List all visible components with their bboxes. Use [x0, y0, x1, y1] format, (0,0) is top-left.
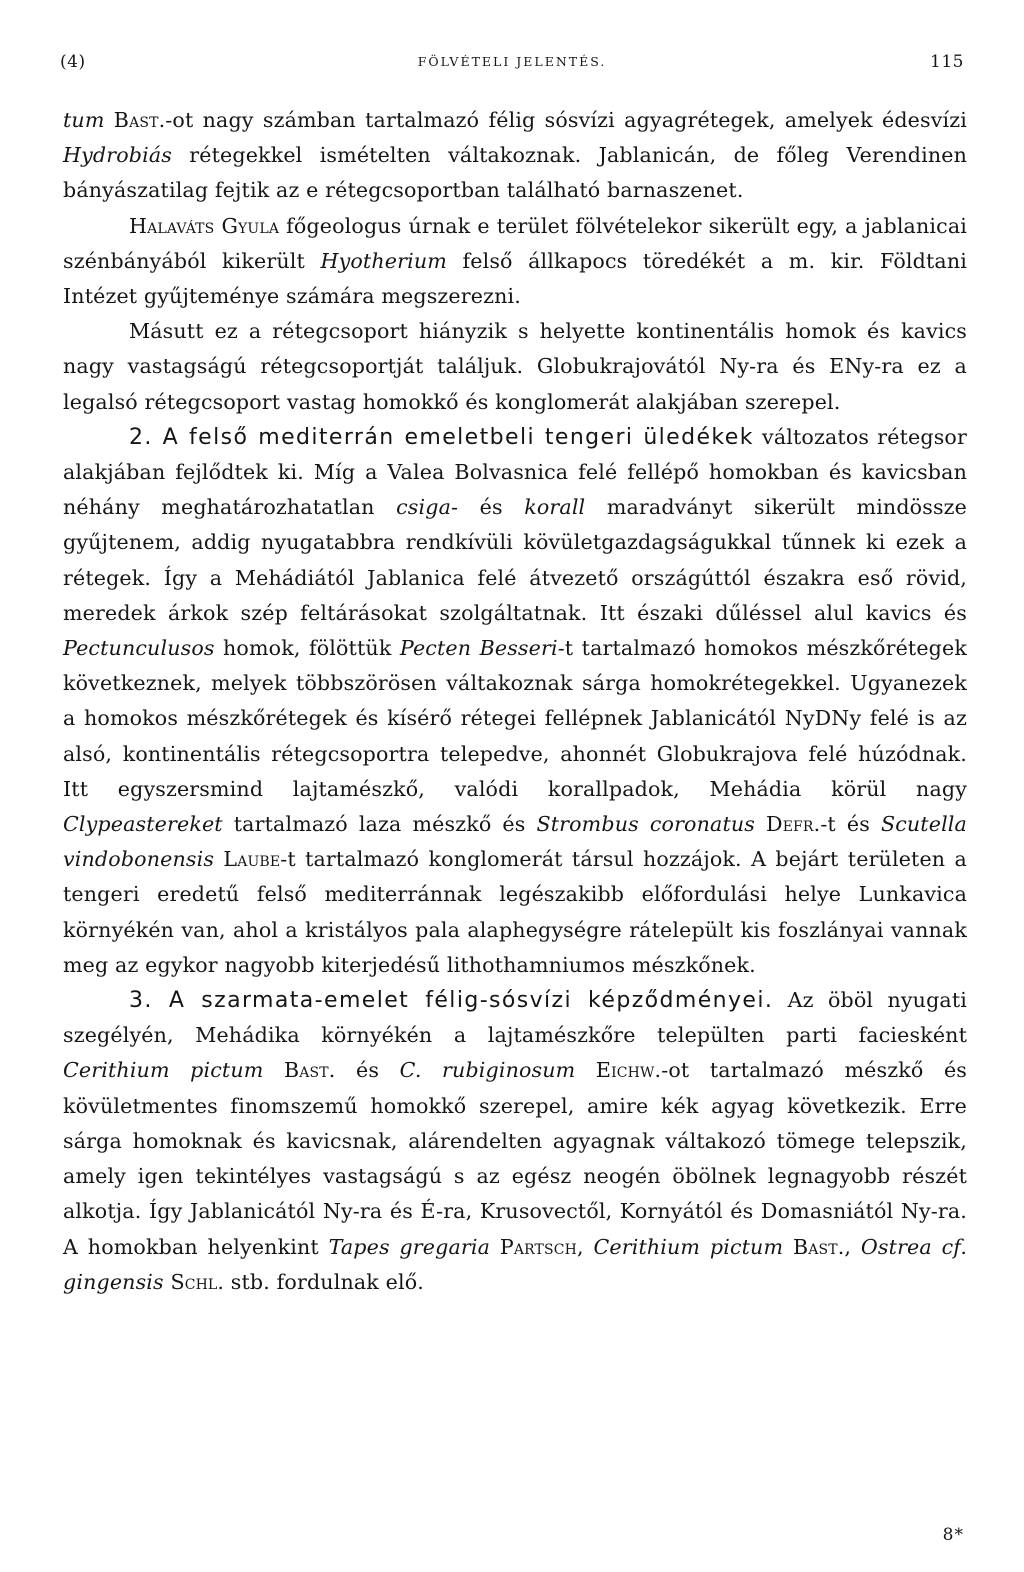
author-name: Defr. [766, 812, 821, 837]
text-span: maradványt sikerült mindössze gyűjtenem, addig nyugatabbra rendkívüli kövületgazdagságukkal tűnnek ki ezek a rétegek. Így a Mehádiától Jablanica felé átvezető országúttól északra eső rövid, meredek árkok szép feltárásokat szolgáltatnak. Itt északi dűléssel alul kavics és [63, 495, 967, 625]
text-span: homok, fölöttük [223, 636, 392, 661]
taxon-name: Cerithium pictum [63, 1058, 264, 1083]
text-span: felső állkapocs töredékét a m. kir. Földtani Intézet gyűjteménye számára megszerezni. [63, 248, 967, 309]
text-span: főgeologus úrnak e terület fölvételekor sikerült egy, a jablanicai szénbányából kikerült [63, 213, 967, 273]
taxon-name: Tapes gregaria [328, 1234, 491, 1259]
text-span: -t és [820, 812, 870, 837]
text-span: tum [63, 108, 105, 132]
author-name: Partsch, [499, 1234, 584, 1259]
paragraph-2 [63, 209, 967, 315]
page-number: 115 [930, 52, 964, 72]
text-span: -ot tartalmazó mészkő és kövületmentes finomszemű homokkő szerepel, amire kék agyag következik. Erre sárga homoknak és kavicsnak, alárendelten agyagnak váltakozó tömege telepszik, amely igen tekintélyes vastagságú s az egész neogén öbölnek legnagyobb részét alkotja. Így Jablanicától Ny-ra és É-ra, Krusovectől, Kornyától és Domasniától Ny-ra. A homokban helyenkint [63, 1058, 968, 1259]
paragraph-4 [63, 420, 967, 983]
paragraph-5 [63, 983, 967, 1300]
text-span: tartalmazó laza mészkő és [233, 812, 526, 837]
taxon-name: Strombus coronatus [536, 812, 756, 837]
text-span: Az öböl nyugati szegélyén, Mehádika környékén a lajtamészkőre települten parti faciesként [63, 988, 967, 1048]
running-title: FÖLVÉTELI JELENTÉS. [417, 54, 607, 69]
taxon-name: Hydrobiás [63, 143, 172, 168]
taxon-name: C. rubiginosum [399, 1058, 576, 1083]
text-span: rétegekkel ismételten váltakoznak. Jablanicán, de főleg Verendinen bányászatilag fejtik az e rétegcsoportban található barnaszenet. [63, 143, 967, 203]
text-span: változatos rétegsor alakjában fejlődtek ki. Míg a Valea Bolvasnica felé fellépő homokban és kavicsban néhány meghatározhatatlan [63, 424, 967, 520]
taxon-name: Hyotherium [320, 248, 447, 273]
section-heading: 2. A felső mediterrán emeletbeli tengeri üledékek [129, 424, 754, 450]
author-name: Halaváts Gyula [129, 213, 280, 238]
author-name: Eichw. [595, 1058, 662, 1083]
author-name: Bast. [284, 1058, 336, 1083]
text-span: és [479, 495, 503, 520]
taxon-name: Clypeastereket [63, 812, 223, 837]
text-span: -t tartalmazó konglomerát társul hozzájok. A bejárt területen a tengeri eredetű felső mediterránnak legészakibb előfordulási helye Lunkavica környékén van, ahol a kristályos pala alaphegységre rátelepült kis foszlányai vannak meg az egykor nagyobb kiterjedésű lithothamniumos mészkőnek. [63, 847, 967, 977]
author-name: Laube [223, 847, 281, 872]
running-header [60, 52, 964, 82]
taxon-name: csiga- [396, 495, 459, 520]
text-span: stb. fordulnak elő. [230, 1269, 424, 1294]
taxon-name: Scutella vindobonensis [63, 812, 967, 872]
text-span: és [356, 1058, 380, 1083]
text-span: -ot nagy számban tartalmazó félig sósvízi agyagrétegek, amelyek édesvízi [165, 108, 967, 132]
body-text [63, 103, 967, 1300]
taxon-name: Pecten Besseri [399, 636, 558, 661]
section-heading: 3. A szarmata-emelet félig-sósvízi képződményei. [129, 988, 774, 1014]
author-name: Schl. [170, 1269, 225, 1294]
paragraph-3 [63, 314, 967, 420]
text-span: Másutt ez a rétegcsoport hiányzik s helyette kontinentális homok és kavics nagy vastagságú rétegcsoportját találjuk. Globukrajovától Ny-ra és ENy-ra ez a legalsó rétegcsoport vastag homokkő és konglomerát alakjában szerepel. [63, 319, 967, 414]
taxon-name: Pectunculusos [63, 636, 215, 661]
signature-mark: 8* [942, 1525, 964, 1545]
taxon-name: Cerithium pictum [593, 1234, 784, 1259]
author-name: Bast., [792, 1234, 852, 1259]
paragraph-1 [63, 103, 967, 209]
taxon-name: Ostrea cf. gingensis [63, 1234, 968, 1294]
taxon-name: korall [524, 495, 586, 520]
text-span: -t tartalmazó homokos mészkőrétegek következnek, melyek többszörösen váltakoznak sárga homokrétegekkel. Ugyanezek a homokos mészkőrétegek és kísérő rétegei fellépnek Jablanicától NyDNy felé is az alsó, kontinentális rétegcsoportra telepedve, ahonnét Globukrajova felé húzódnak. Itt egyszersmind lajtamészkő, valódi korallpadok, Mehádia körül nagy [63, 636, 967, 801]
author-name: Bast. [113, 108, 166, 132]
section-number: (4) [60, 52, 86, 72]
